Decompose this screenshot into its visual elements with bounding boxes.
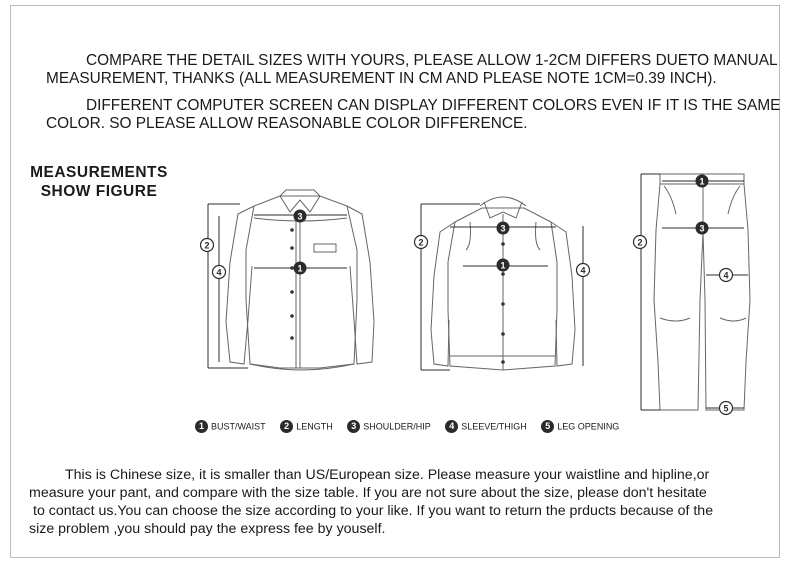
svg-text:4: 4 xyxy=(723,270,729,281)
marker-waist xyxy=(696,175,709,188)
marker-leg-opening xyxy=(720,402,733,415)
pants-sketch xyxy=(654,174,750,410)
svg-text:5: 5 xyxy=(723,403,729,414)
legend-item-shoulder-hip xyxy=(347,419,431,434)
svg-text:2: 2 xyxy=(418,237,424,248)
legend-badge: 5 xyxy=(541,420,554,433)
measurement-legend xyxy=(195,419,631,434)
marker-bust xyxy=(497,259,510,272)
shirt-buttons xyxy=(290,228,294,340)
legend-label: SLEEVE/THIGH xyxy=(461,421,527,432)
size-note-line: measure your pant, and compare with the size table. If you are not sure about the size, please don't hesitate xyxy=(29,485,707,501)
marker-sleeve xyxy=(213,266,226,279)
legend-badge: 3 xyxy=(347,420,360,433)
legend-item-length xyxy=(280,419,333,434)
svg-text:4: 4 xyxy=(580,265,586,276)
svg-text:1: 1 xyxy=(297,263,303,274)
svg-text:3: 3 xyxy=(500,223,506,234)
legend-label: LEG OPENING xyxy=(557,421,620,432)
legend-item-sleeve-thigh xyxy=(445,419,527,434)
size-note-line: This is Chinese size, it is smaller than US/European size. Please measure your waistline and hipline,or xyxy=(65,467,710,483)
svg-text:1: 1 xyxy=(500,260,506,271)
legend-badge: 2 xyxy=(280,420,293,433)
marker-shoulder xyxy=(497,222,510,235)
size-note-line: to contact us.You can choose the size according to your like. If you want to return the prducts because of the xyxy=(33,503,714,519)
svg-text:2: 2 xyxy=(204,240,210,251)
marker-length xyxy=(634,236,647,249)
legend-label: SHOULDER/HIP xyxy=(363,421,431,432)
svg-text:4: 4 xyxy=(216,267,222,278)
svg-text:2: 2 xyxy=(637,237,643,248)
svg-text:3: 3 xyxy=(297,211,303,222)
legend-item-bust-waist xyxy=(195,419,266,434)
marker-bust xyxy=(294,262,307,275)
marker-hip xyxy=(696,222,709,235)
size-note xyxy=(29,466,713,538)
legend-badge: 4 xyxy=(445,420,458,433)
color-note-line: COLOR. SO PLEASE ALLOW REASONABLE COLOR DIFFERENCE. xyxy=(46,115,528,132)
legend-label: BUST/WAIST xyxy=(211,421,266,432)
legend-item-leg-opening xyxy=(541,419,619,434)
svg-text:3: 3 xyxy=(699,223,705,234)
measure-markers xyxy=(201,175,733,415)
measurement-note-line: COMPARE THE DETAIL SIZES WITH YOURS, PLEASE ALLOW 1-2CM DIFFERS DUETO MANUAL xyxy=(86,52,778,69)
heading-line: MEASUREMENTS xyxy=(30,164,168,181)
heading-line: SHOW FIGURE xyxy=(40,183,158,200)
legend-badge: 1 xyxy=(195,420,208,433)
measurement-note-line: MEASUREMENT, THANKS (ALL MEASUREMENT IN CM AND PLEASE NOTE 1CM=0.39 INCH). xyxy=(46,70,717,87)
size-note-line: size problem ,you should pay the express fee by youself. xyxy=(29,521,386,537)
marker-thigh xyxy=(720,269,733,282)
marker-length xyxy=(201,239,214,252)
legend-label: LENGTH xyxy=(296,421,333,432)
svg-text:1: 1 xyxy=(699,176,705,187)
marker-sleeve xyxy=(577,264,590,277)
color-note-line: DIFFERENT COMPUTER SCREEN CAN DISPLAY DIFFERENT COLORS EVEN IF IT IS THE SAME xyxy=(86,97,781,114)
marker-shoulder xyxy=(294,210,307,223)
pants-measure-lines xyxy=(641,174,748,410)
marker-length xyxy=(415,236,428,249)
